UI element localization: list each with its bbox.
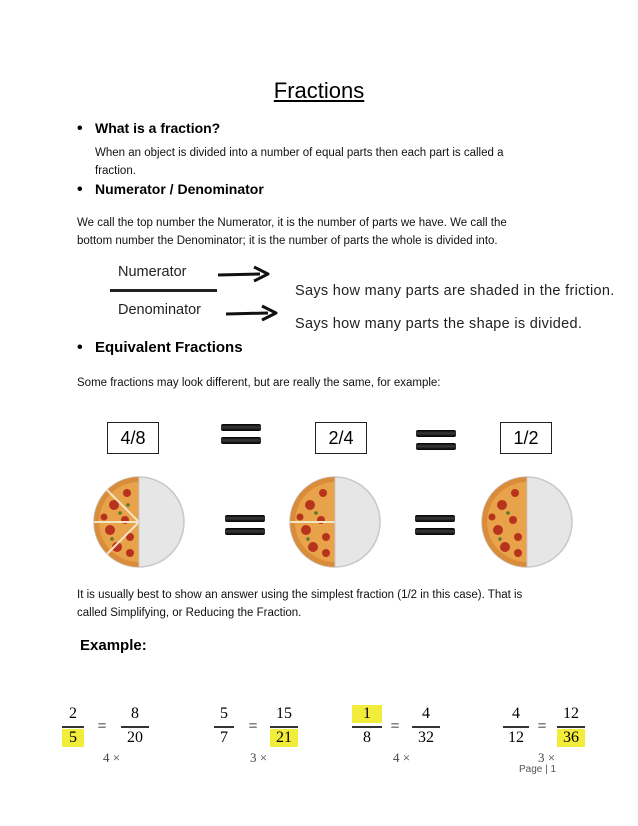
explanation-line: bottom number the Denominator; it is the number of parts the whole is divided into. [77,235,498,247]
fraction-bar [110,289,217,292]
example2-b-numerator: 15 [276,705,292,722]
bullet-icon: • [77,181,83,198]
fraction-bar [121,726,149,728]
equals-sign-icon [225,515,265,537]
example3-a-denominator: 8 [363,729,371,746]
example4-b-numerator: 12 [563,705,579,722]
fraction-bar [352,726,382,728]
fraction-bar [62,726,84,728]
example3-b-numerator: 4 [422,705,430,722]
arrow-right-icon [224,303,278,323]
example2-a-denominator: 7 [220,729,228,746]
page-number: Page | 1 [519,764,557,775]
denominator-description: Says how many parts the shape is divided. [295,316,583,332]
example2-a-numerator: 5 [220,705,228,722]
example2-multiplier: 3 × [250,750,268,765]
example1-a-denominator: 5 [62,729,84,747]
bullet-icon: • [77,339,83,356]
example3-a-numerator: 1 [352,705,382,723]
explanation-line: called Simplifying, or Reducing the Fraction. [77,607,302,619]
numerator-description: Says how many parts are shaded in the friction. [295,283,615,299]
equals-sign: = [97,718,107,735]
numerator-label: Numerator [118,264,187,280]
example4-a-denominator: 12 [508,729,524,746]
example1-b-numerator: 8 [131,705,139,722]
example1-b-denominator: 20 [127,729,143,746]
heading-equivalent-fractions [77,339,243,357]
fraction-definition [95,144,504,180]
equals-sign-icon [416,430,456,452]
example4-multiplier: 3 × [538,750,556,765]
simplify-explanation [77,586,522,622]
example1-multiplier: 4 × [103,750,121,765]
fraction-bar [270,726,298,728]
fraction-box-2-4: 2/4 [315,422,367,454]
pizza-four-eighths-image [92,475,186,569]
definition-line: fraction. [95,165,136,177]
example-heading: Example: [80,637,147,654]
fraction-box-1-2: 1/2 [500,422,552,454]
pizza-one-half-image [480,475,574,569]
denominator-label: Denominator [118,302,202,318]
fraction-bar [214,726,234,728]
equivalent-intro: Some fractions may look different, but are really the same, for example: [77,377,441,389]
numerator-explanation [77,214,507,250]
explanation-line: It is usually best to show an answer using the simplest fraction (1/2 in this case). That is [77,589,523,601]
fraction-bar [557,726,585,728]
example1-a-numerator: 2 [69,705,77,722]
example3-multiplier: 4 × [393,750,411,765]
arrow-right-icon [216,264,270,284]
fraction-bar [412,726,440,728]
pizza-two-fourths-image [288,475,382,569]
heading-text: What is a fraction? [95,120,221,136]
equals-sign-icon [221,424,261,446]
equals-sign: = [537,718,547,735]
page-title: Fractions [273,78,365,103]
example3-b-denominator: 32 [418,729,434,746]
definition-line: When an object is divided into a number of equal parts then each part is called a [95,147,504,159]
heading-what-is-fraction [77,120,220,138]
bullet-icon: • [77,120,83,137]
equals-sign-icon [415,515,455,537]
heading-numerator-denominator [77,181,264,199]
equals-sign: = [390,718,400,735]
example2-b-denominator: 21 [270,729,298,747]
fraction-bar [503,726,529,728]
example4-a-numerator: 4 [512,705,520,722]
heading-text: Equivalent Fractions [95,339,243,356]
heading-text: Numerator / Denominator [95,181,264,197]
explanation-line: We call the top number the Numerator, it is the number of parts we have. We call the [77,217,507,229]
equals-sign: = [248,718,258,735]
example4-b-denominator: 36 [557,729,585,747]
fraction-box-4-8: 4/8 [107,422,159,454]
